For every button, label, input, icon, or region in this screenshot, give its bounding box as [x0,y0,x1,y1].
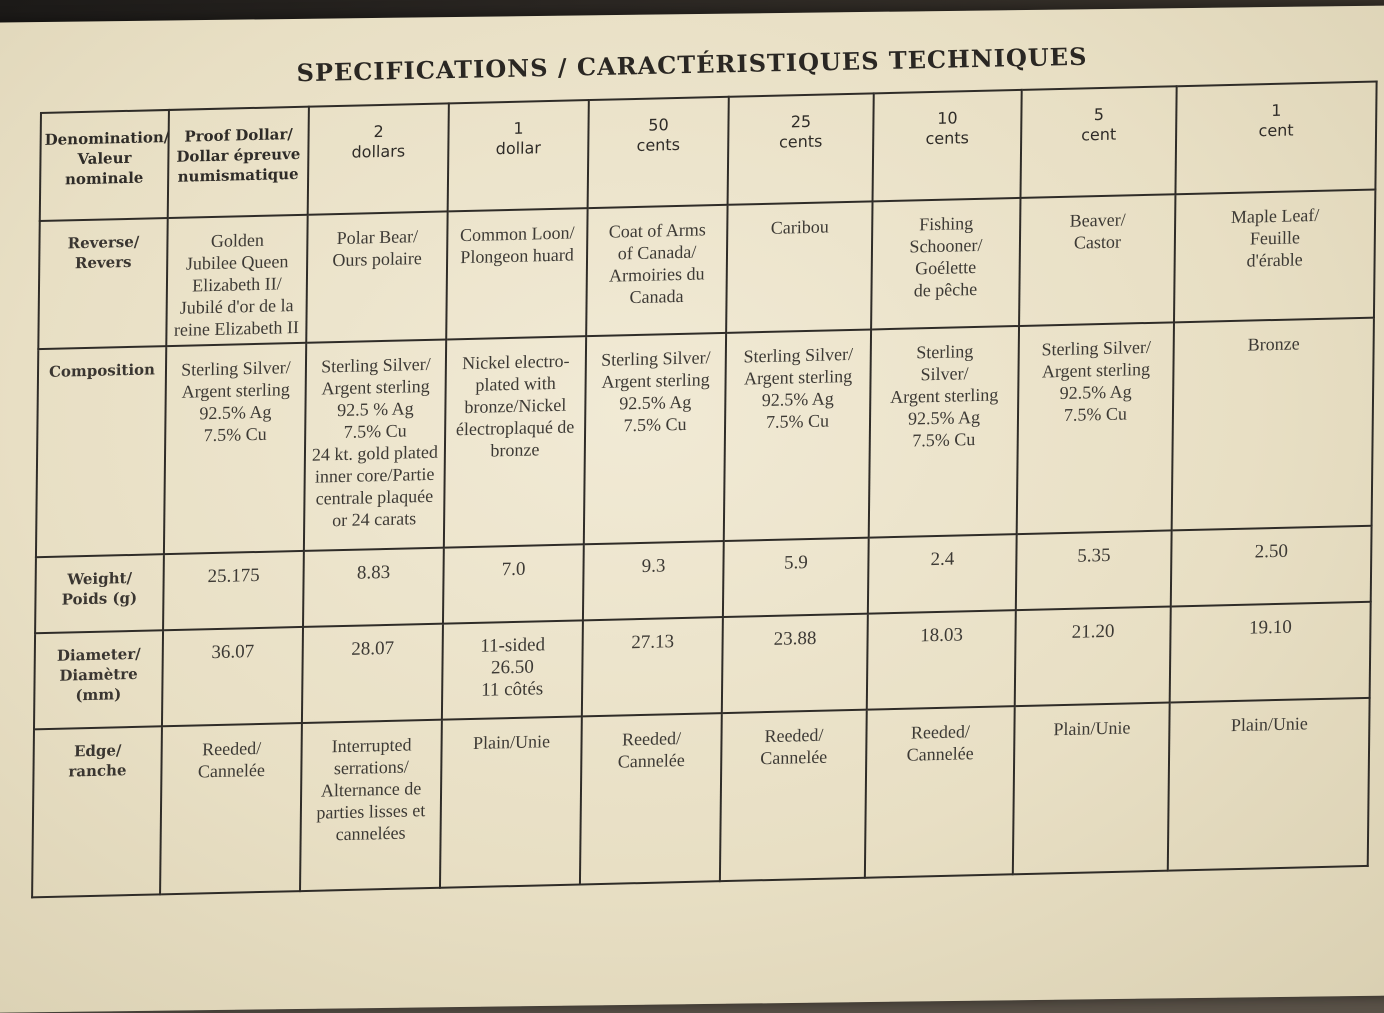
table-cell: Reeded/ Cannelée [580,713,722,884]
table-cell: 11-sided 26.50 11 côtés [442,620,583,719]
row-label-reverse: Reverse/ Revers [38,218,167,349]
table-cell: Sterling Silver/ Argent sterling 92.5% Ag 7.5% Cu [1017,322,1174,534]
row-label-diameter: Diameter/ Diamètre (mm) [34,630,163,729]
table-cell: 36.07 [162,627,303,726]
table-cell: 2.4 [868,534,1017,614]
table-cell: Coat of Arms of Canada/ Armoiries du Canada [586,205,727,336]
table-cell: Sterling Silver/ Argent sterling 92.5% Ag 7.5% Cu [584,333,726,544]
table-cell: Reeded/ Cannelée [720,710,867,882]
table-cell: Reeded/ Cannelée [160,723,302,894]
table-cell: 9.3 [583,541,724,620]
table-cell: 19.10 [1170,602,1371,703]
header-cell-10-cents: 10 cents [873,90,1022,202]
header-cell-50-cents: 50 cents [588,97,729,208]
page-title: SPECIFICATIONS / CARACTÉRISTIQUES TECHNIQUES [296,41,1088,88]
row-label-weight: Weight/ Poids (g) [35,554,164,633]
row-label-edge: Edge/ ranche [32,726,162,897]
table-cell: Plain/Unie [440,716,582,887]
table-cell: Sterling Silver/ Argent sterling 92.5% Ag 7.5% Cu [164,343,306,554]
header-cell-1-dollar: 1 dollar [448,100,589,211]
header-cell-proof-dollar: Proof Dollar/ Dollar épreuve numismatique [168,107,309,218]
header-cell-2-dollars: 2 dollars [308,103,449,214]
header-cell-5-cent: 5 cent [1020,86,1176,198]
table-cell: Polar Bear/ Ours polaire [306,211,447,342]
table-cell: 21.20 [1015,606,1171,706]
table-cell: Reeded/ Cannelée [865,706,1015,878]
header-cell-denomination: Denomination/ Valeur nominale [40,110,169,221]
table-row-edge [32,698,1370,898]
table-cell: 23.88 [722,614,868,713]
table-cell: Sterling Silver/ Argent sterling 92.5% Ag 7.5% Cu [869,326,1019,538]
table-cell: 27.13 [582,617,723,716]
table-cell: Beaver/ Castor [1019,194,1175,326]
header-cell-25-cents: 25 cents [728,93,874,204]
table-cell: Interrupted serrations/ Alternance de parties lisses et cannelées [300,720,442,891]
table-cell: Nickel electro- plated with bronze/Nickel électroplaqué de bronze [444,336,586,547]
table-cell: 2.50 [1171,526,1372,607]
specifications-table-wrapper [31,80,1380,898]
table-cell: Caribou [726,201,872,332]
table-cell: Plain/Unie [1013,703,1170,875]
table-cell: 8.83 [303,548,444,627]
table-cell: Maple Leaf/ Feuille d'érable [1174,190,1375,323]
table-cell: Plain/Unie [1168,698,1370,871]
table-cell: Fishing Schooner/ Goélette de pêche [871,198,1020,330]
table-cell: 7.0 [443,544,584,623]
table-cell: Sterling Silver/ Argent sterling 92.5 % Ag 7.5% Cu 24 kt. gold plated inner core/Partie centrale plaquée or 24 carats [304,339,446,550]
table-cell: Sterling Silver/ Argent sterling 92.5% Ag 7.5% Cu [724,329,871,541]
table-cell: 5.9 [723,538,869,617]
table-cell: Golden Jubilee Queen Elizabeth II/ Jubilé d'or de la reine Elizabeth II [166,215,307,346]
table-row-composition [36,318,1374,558]
table-cell: 5.35 [1016,530,1172,610]
table-cell: 25.175 [163,551,304,630]
row-label-composition: Composition [36,346,166,557]
table-cell: 28.07 [302,624,443,723]
table-cell: 18.03 [867,610,1016,710]
specifications-table [31,80,1378,898]
header-cell-1-cent: 1 cent [1175,82,1376,195]
table-cell: Bronze [1172,318,1374,531]
table-cell: Common Loon/ Plongeon huard [446,208,587,339]
